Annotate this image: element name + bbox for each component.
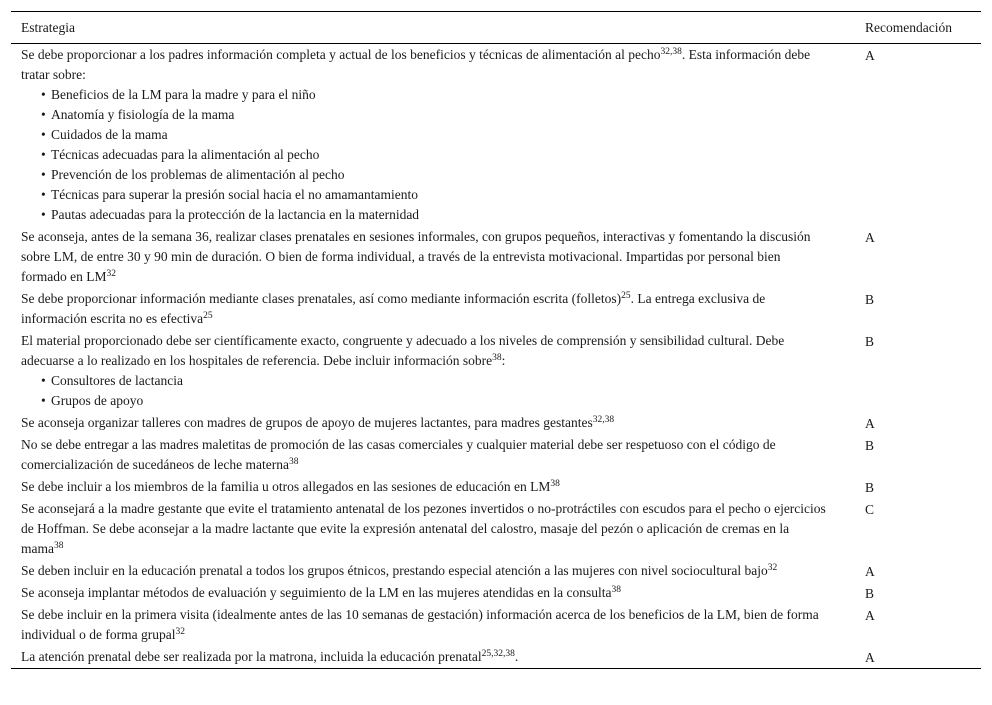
header-strategy: Estrategia xyxy=(21,20,75,35)
table-row xyxy=(11,330,981,412)
bullet-list xyxy=(21,371,829,411)
bullet-list xyxy=(21,85,829,225)
strategy-text: Se aconseja, antes de la semana 36, realizar clases prenatales en sesiones informales, con grupos pequeños, interactivas y fomentando la discusión sobre LM, de entre 30 y 90 min de duración. O bien de forma individual, a través de la entrevista motivacional. Impartidas por personal bien formado en LM xyxy=(21,229,811,284)
strategy-cell xyxy=(21,45,829,225)
citation-ref: 32,38 xyxy=(660,47,682,57)
strategy-text: Se aconseja implantar métodos de evaluación y seguimiento de la LM en las mujeres atendidas en la consulta xyxy=(21,585,612,600)
strategy-text: Se debe incluir a los miembros de la familia u otros allegados en las sesiones de educación en LM xyxy=(21,479,551,494)
table-header xyxy=(11,12,981,43)
recommendation-grade: B xyxy=(865,586,875,601)
bullet-item xyxy=(21,185,829,205)
bullet-text: Prevención de los problemas de alimentación al pecho xyxy=(51,167,345,182)
strategy-cell xyxy=(21,227,829,287)
strategy-cell xyxy=(21,413,829,433)
citation-ref: 32 xyxy=(767,563,778,573)
bullet-item xyxy=(21,85,829,105)
bullet-text: Anatomía y fisiología de la mama xyxy=(51,107,235,122)
strategy-text: El material proporcionado debe ser científicamente exacto, congruente y adecuado a los niveles de comprensión y sensibilidad cultural. Debe adecuarse a lo realizado en los hospitales de referencia. Debe incluir información sobre xyxy=(21,333,785,368)
citation-ref: 25,32,38 xyxy=(481,649,515,659)
strategy-cell xyxy=(21,435,829,475)
recommendation-grade: A xyxy=(865,48,875,63)
bullet-text: Beneficios de la LM para la madre y para el niño xyxy=(51,87,316,102)
bullet-item xyxy=(21,391,829,411)
table-row xyxy=(11,434,981,476)
recommendation-grade: A xyxy=(865,230,875,245)
bullet-text: Pautas adecuadas para la protección de la lactancia en la maternidad xyxy=(51,207,420,222)
recommendation-grade: A xyxy=(865,608,875,623)
citation-ref: 38 xyxy=(611,585,621,595)
table-row xyxy=(11,412,981,434)
bullet-text: Grupos de apoyo xyxy=(51,393,144,408)
strategy-cell xyxy=(21,647,829,667)
table-bottom-rule xyxy=(11,668,981,669)
table-row xyxy=(11,498,981,560)
bullet-item xyxy=(21,205,829,225)
header-recommendation: Recomendación xyxy=(865,20,952,35)
bullet-text: Consultores de lactancia xyxy=(51,373,183,388)
strategy-text: Se debe proporcionar a los padres información completa y actual de los beneficios y técnicas de alimentación al pecho xyxy=(21,47,661,62)
table-body xyxy=(11,44,981,668)
bullet-text: Cuidados de la mama xyxy=(51,127,168,142)
recommendation-grade: A xyxy=(865,416,875,431)
strategy-text-cont: . Esta información debe tratar sobre: xyxy=(21,47,811,82)
strategy-cell xyxy=(21,331,829,411)
bullet-item xyxy=(21,145,829,165)
recommendation-grade: C xyxy=(865,502,875,517)
citation-ref: 32 xyxy=(106,269,116,279)
strategy-text-cont: . La entrega exclusiva de información escrita no es efectiva xyxy=(21,291,766,326)
table-row xyxy=(11,582,981,604)
citation-ref: 25 xyxy=(203,311,213,321)
citation-ref: 32,38 xyxy=(592,415,615,425)
strategy-text: La atención prenatal debe ser realizada por la matrona, incluida la educación prenatal xyxy=(21,649,482,664)
strategy-text: Se deben incluir en la educación prenatal a todos los grupos étnicos, prestando especial atención a las mujeres con nivel sociocultural bajo xyxy=(21,563,768,578)
citation-ref: 38 xyxy=(492,353,502,363)
table-row xyxy=(11,604,981,646)
citation-ref: 32 xyxy=(175,627,185,637)
recommendation-grade: B xyxy=(865,292,875,307)
bullet-item xyxy=(21,105,829,125)
bullet-item xyxy=(21,371,829,391)
bullet-text: Técnicas para superar la presión social hacia el no amamantamiento xyxy=(51,187,418,202)
recommendation-grade: B xyxy=(865,480,875,495)
table-row xyxy=(11,560,981,582)
bullet-text: Técnicas adecuadas para la alimentación al pecho xyxy=(51,147,320,162)
recommendation-grade: A xyxy=(865,650,875,665)
strategy-text: Se aconseja organizar talleres con madres de grupos de apoyo de mujeres lactantes, para madres gestantes xyxy=(21,415,593,430)
strategy-cell xyxy=(21,289,829,329)
table-row xyxy=(11,646,981,668)
strategy-cell xyxy=(21,583,829,603)
strategy-text: Se debe proporcionar información mediante clases prenatales, así como mediante información escrita (folletos) xyxy=(21,291,622,306)
recommendation-grade: B xyxy=(865,334,875,349)
strategy-cell xyxy=(21,561,829,581)
recommendations-table xyxy=(11,11,981,669)
citation-ref: 25 xyxy=(621,291,631,301)
table-row xyxy=(11,226,981,288)
strategy-cell xyxy=(21,605,829,645)
strategy-text: No se debe entregar a las madres maletitas de promoción de las casas comerciales y cualquier material debe ser respetuoso con el código de comercialización de sucedáneos de leche materna xyxy=(21,437,776,472)
strategy-cell xyxy=(21,499,829,559)
strategy-text: Se debe incluir en la primera visita (idealmente antes de las 10 semanas de gestación) información acerca de los beneficios de la LM, bien de forma individual o de forma grupal xyxy=(21,607,819,642)
strategy-text-cont: . xyxy=(514,649,519,664)
strategy-cell xyxy=(21,477,829,497)
citation-ref: 38 xyxy=(54,541,64,551)
strategy-text: Se aconsejará a la madre gestante que evite el tratamiento antenatal de los pezones invertidos o no-protráctiles con escudos para el pecho o ejercicios de Hoffman. Se debe aconsejar a la madre lactante que evite la expresión antenatal del calostro, masaje del pezón o aplicación de cremas en la mama xyxy=(21,501,826,556)
bullet-item xyxy=(21,165,829,185)
citation-ref: 38 xyxy=(550,479,560,489)
strategy-text-cont: : xyxy=(501,353,506,368)
recommendation-grade: A xyxy=(865,564,875,579)
table-row xyxy=(11,44,981,226)
table-row xyxy=(11,476,981,498)
recommendation-grade: B xyxy=(865,438,875,453)
citation-ref: 38 xyxy=(288,457,299,467)
bullet-item xyxy=(21,125,829,145)
table-row xyxy=(11,288,981,330)
